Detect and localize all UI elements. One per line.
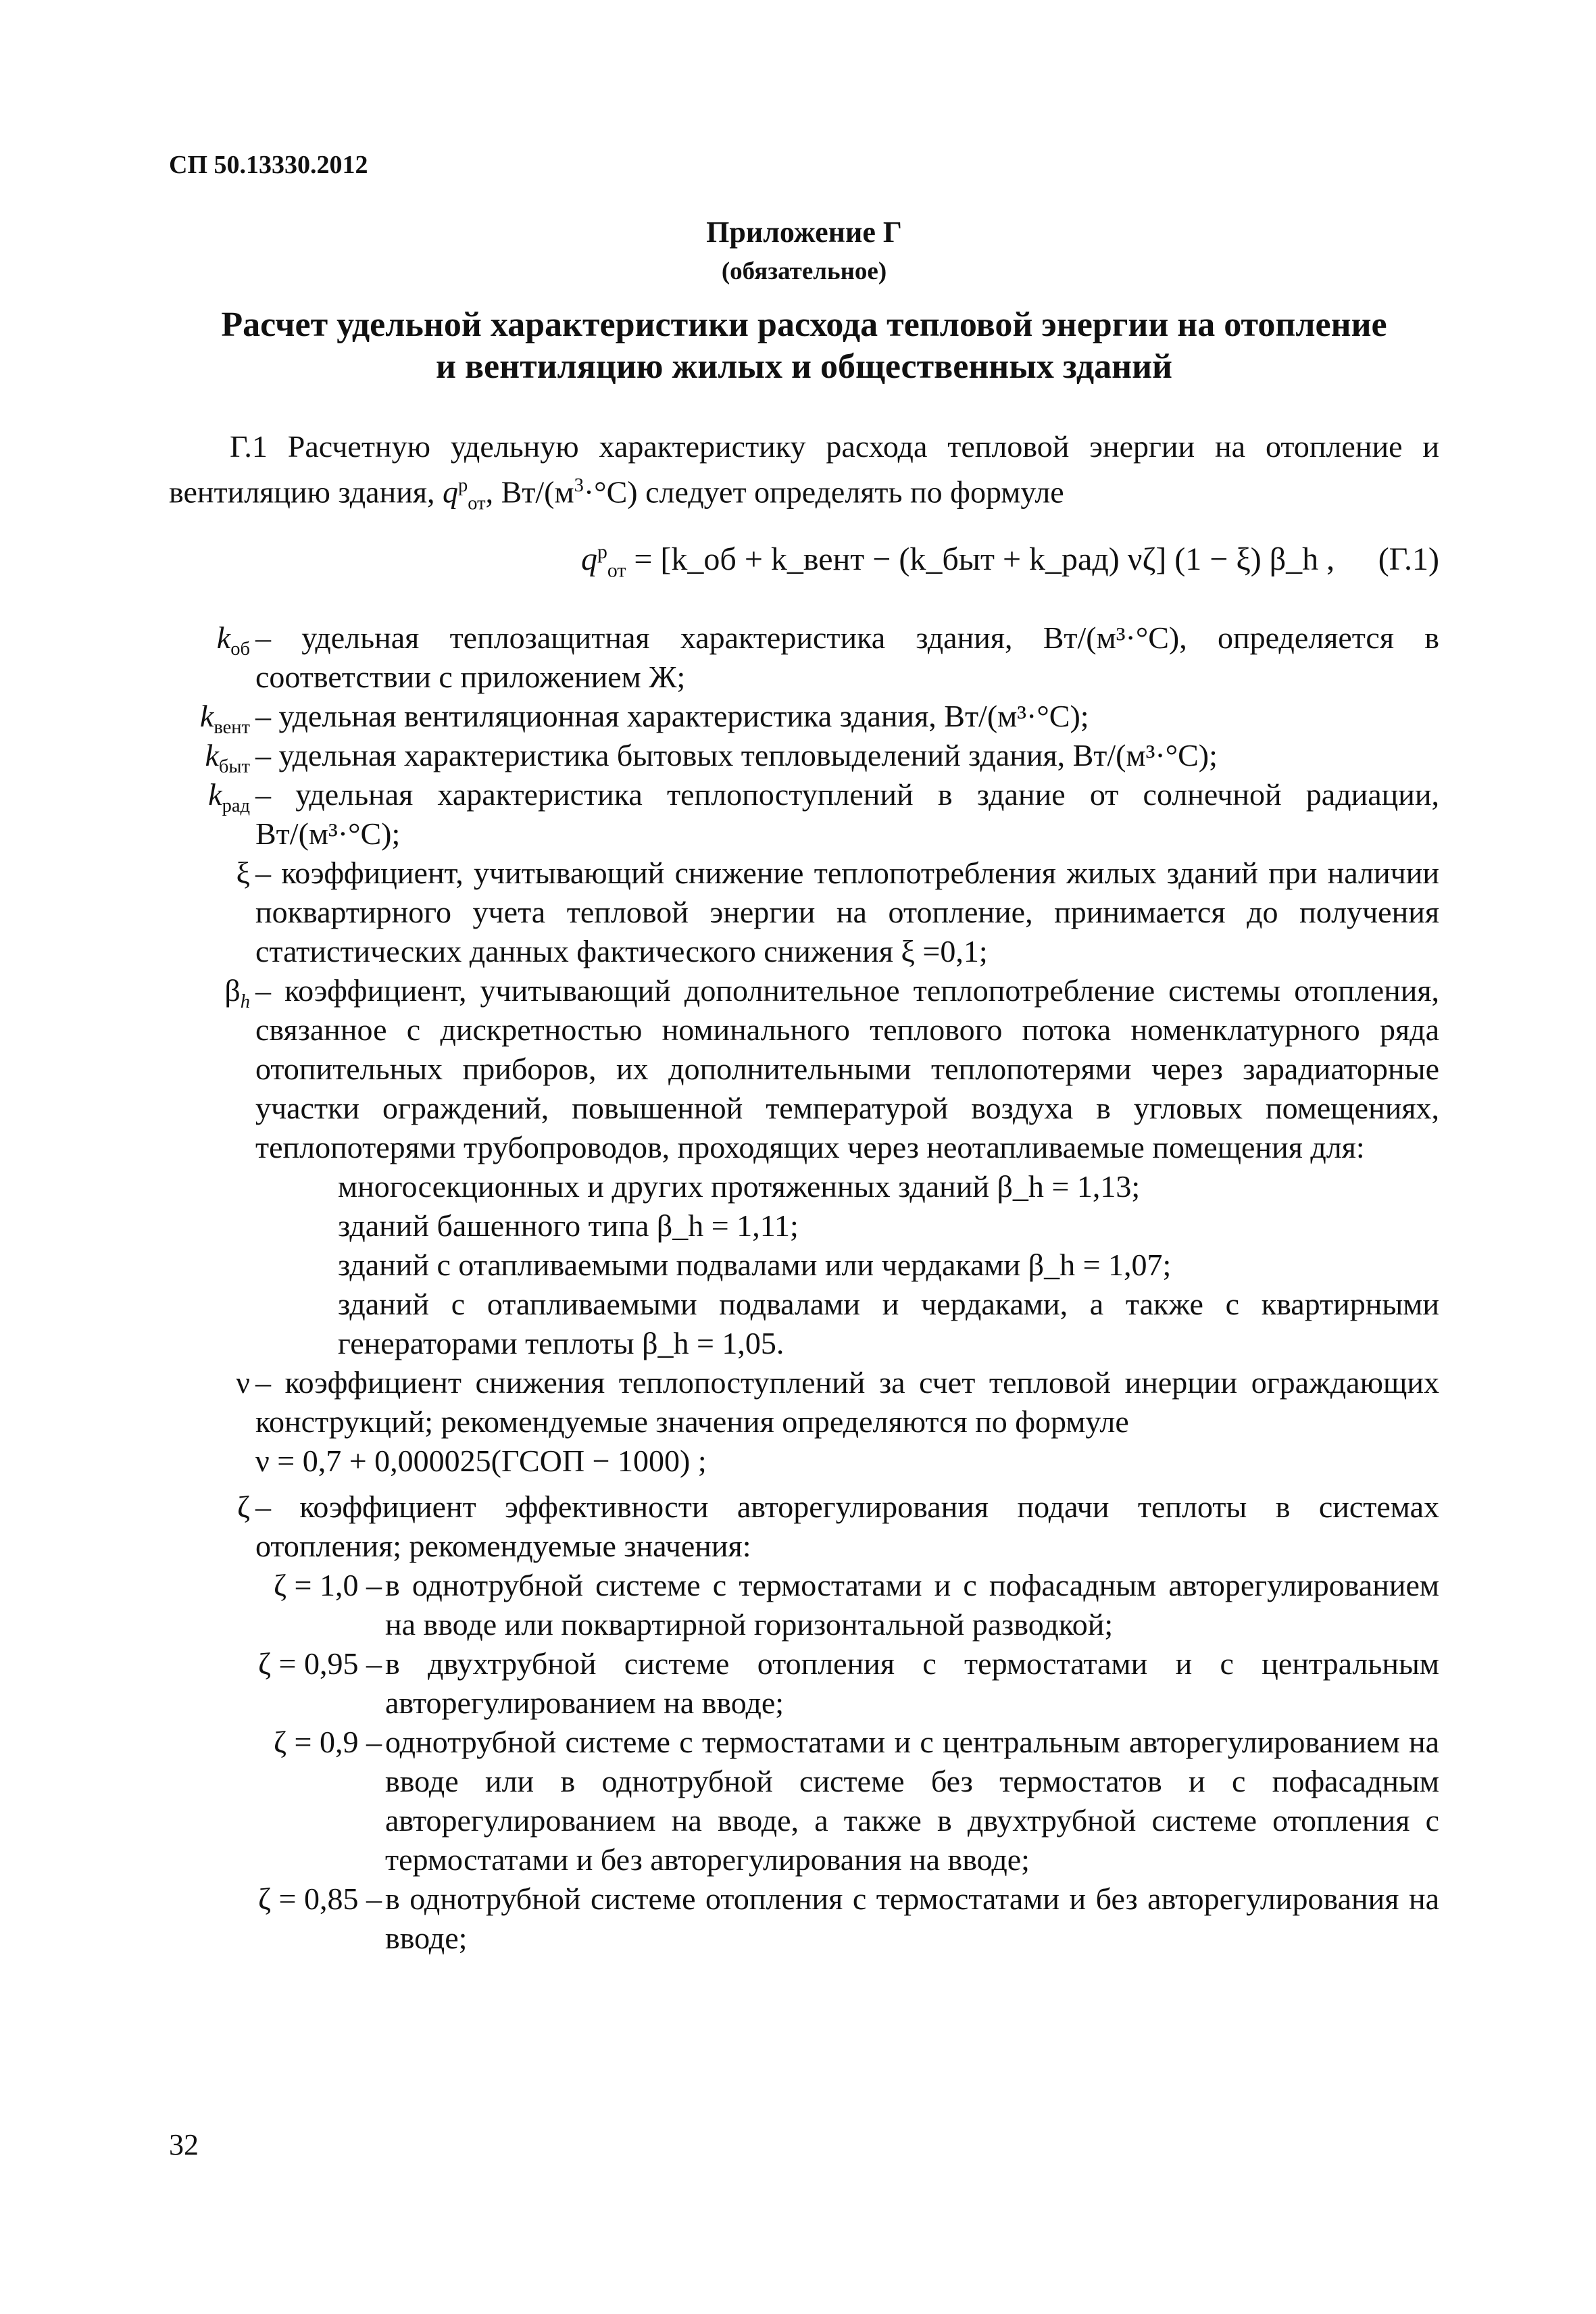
definition-text: – удельная вентиляционная характеристика здания, Вт/(м³·°С);: [255, 699, 1089, 733]
definition-text: – коэффициент эффективности авторегулирования подачи теплоты в системах отопления; рекомендуемые значения:: [255, 1490, 1439, 1563]
definition-symbol: $k_{вент}$: [199, 699, 250, 739]
zeta-case-label: ζ = 0,9 –: [274, 1725, 382, 1759]
nu-formula: ν = 0,7 + 0,000025(ГСОП − 1000) ;: [255, 1444, 707, 1478]
definition-text: – коэффициент, учитывающий дополнительное теплопотребление системы отопления, связанное с дискретностью номинального теплового потока номенклатурного ряда отопительных приборов, их дополнительными теплопотерями через зарадиаторные участки ограждений, повышенной температурой воздуха в угловых помещениях, теплопотерями трубопроводов, проходящих через неотапливаемые помещения для:: [255, 973, 1439, 1164]
definition-text: – удельная теплозащитная характеристика здания, Вт/(м³·°С), определяется в соответствии с приложением Ж;: [255, 620, 1439, 694]
appendix-title-line-2: и вентиляцию жилых и общественных зданий: [435, 347, 1173, 386]
definition-symbol: ν: [236, 1365, 250, 1400]
zeta-case: [169, 1723, 1439, 1879]
appendix-label: Приложение Г: [706, 216, 902, 249]
beta-case: зданий башенного типа β_h = 1,11;: [338, 1208, 799, 1243]
definition-xi: [169, 854, 1439, 971]
zeta-case-label: ζ = 0,95 –: [258, 1646, 382, 1681]
zeta-case: [169, 1566, 1439, 1644]
definition-text: – коэффициент снижения теплопоступлений за счет тепловой инерции ограждающих конструкций; рекомендуемые значения определяются по формуле: [255, 1365, 1439, 1439]
appendix-title-line-1: Расчет удельной характеристики расхода тепловой энергии на отопление: [221, 305, 1387, 344]
beta-cases-list: [338, 1167, 1439, 1363]
page-number: 32: [169, 2128, 199, 2161]
document-code: СП 50.13330.2012: [169, 151, 368, 179]
definition-symbol: $k_{об}$: [216, 620, 250, 660]
zeta-case: [169, 1879, 1439, 1958]
units-pre: , Вт/(м: [485, 474, 574, 510]
definition-symbol: $k_{быт}$: [205, 738, 250, 778]
definition-k-vent: [169, 697, 1439, 739]
paragraph-g1: [169, 427, 1439, 524]
zeta-case-text: в двухтрубной системе отопления с термостатами и с центральным авторегулированием на вводе;: [385, 1646, 1439, 1720]
definition-k-rad: [169, 775, 1439, 854]
paragraph-g1-text: Г.1 Расчетную удельную характеристику расхода тепловой энергии на отопление и вентиляцию здания,: [169, 429, 1439, 510]
definition-symbol: $k_{рад}$: [208, 777, 250, 817]
beta-case: многосекционных и других протяженных зданий β_h = 1,13;: [338, 1169, 1141, 1204]
q-sub: от: [468, 493, 486, 514]
beta-case: зданий с отапливаемыми подвалами и чердаками, а также с квартирными генераторами теплоты β_h = 1,05.: [338, 1287, 1439, 1360]
definition-zeta: [169, 1487, 1439, 1566]
appendix-title: [169, 304, 1439, 388]
zeta-case-text: однотрубной системе с термостатами и с центральным авторегулированием на вводе или в однотрубной системе без термостатов и с пофасадным авторегулированием на вводе, а также в двухтрубной системе отопления с термостатами и без авторегулирования на вводе;: [385, 1725, 1439, 1877]
appendix-note: (обязательное): [721, 257, 887, 285]
zeta-case: [169, 1644, 1439, 1723]
definition-symbol: $\beta_h$: [224, 973, 250, 1013]
formula-expression: $q^р_{от}$ = [k_об + k_вент − (k_быт + k_рад) νζ] (1 − ξ) β_h ,: [581, 541, 1335, 582]
formula-number: (Г.1): [1378, 541, 1439, 577]
definition-beta-h: [169, 971, 1439, 1167]
zeta-case-text: в однотрубной системе отопления с термостатами и без авторегулирования на вводе;: [385, 1881, 1439, 1955]
units-post: ·°С) следует определять по формуле: [583, 474, 1064, 510]
formula-g1: [169, 541, 1439, 595]
definition-text: – коэффициент, учитывающий снижение теплопотребления жилых зданий при наличии поквартирного учета тепловой энергии на отопление, принимается до получения статистических данных фактического снижения ξ =0,1;: [255, 856, 1439, 968]
zeta-case-label: ζ = 0,85 –: [258, 1881, 382, 1916]
formula-expression-text: = [k_об + k_вент − (k_быт + k_рад) νζ] (1 − ξ) β_h ,: [634, 541, 1335, 577]
definition-text: – удельная характеристика теплопоступлений в здание от солнечной радиации, Вт/(м³·°С);: [255, 777, 1439, 851]
q-symbol: q: [442, 474, 458, 510]
definition-text: – удельная характеристика бытовых тепловыделений здания, Вт/(м³·°С);: [255, 738, 1218, 772]
zeta-case-text: в однотрубной системе с термостатами и с пофасадным авторегулированием на вводе или поквартирной горизонтальной разводкой;: [385, 1568, 1439, 1642]
definition-nu: [169, 1363, 1439, 1481]
definition-symbol: ζ: [236, 1490, 250, 1524]
definition-symbol: ξ: [236, 856, 250, 890]
definition-k-byt: [169, 736, 1439, 778]
zeta-case-label: ζ = 1,0 –: [274, 1568, 382, 1602]
units-exp: 3: [574, 475, 584, 496]
beta-case: зданий с отапливаемыми подвалами или чердаками β_h = 1,07;: [338, 1248, 1172, 1282]
definitions-list: [169, 618, 1439, 1958]
definition-k-ob: [169, 618, 1439, 697]
q-sup: р: [457, 475, 468, 496]
